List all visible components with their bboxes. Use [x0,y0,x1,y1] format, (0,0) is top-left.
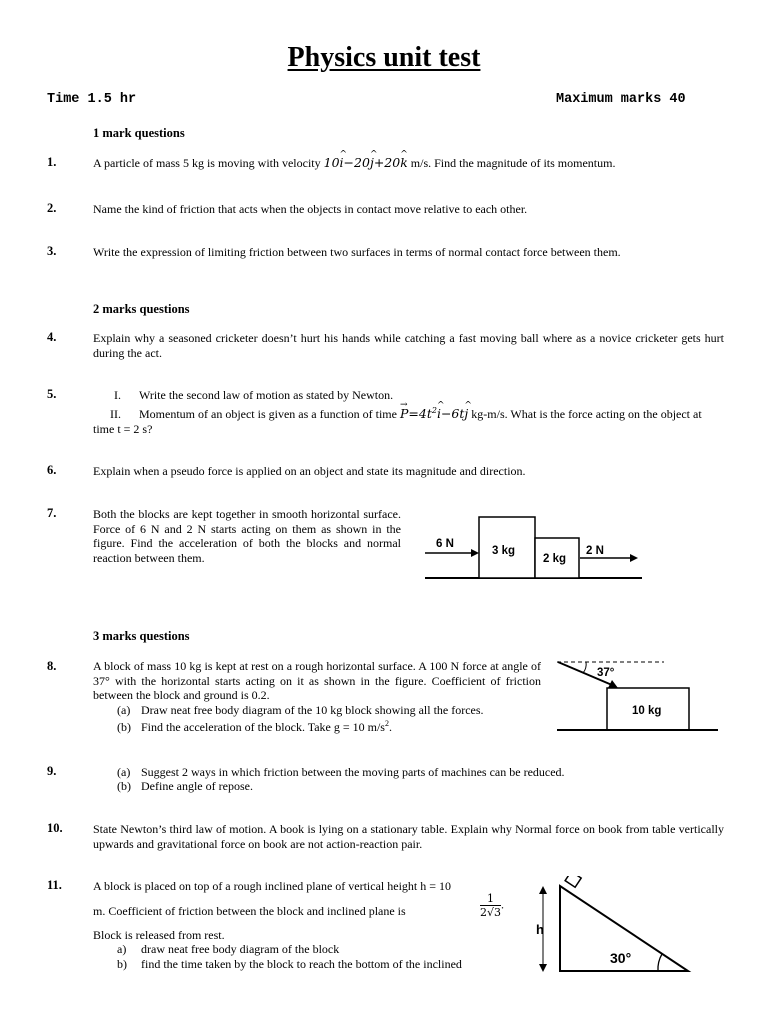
q10-number: 10. [47,821,63,835]
q2-number: 2. [47,201,57,215]
q5-i-label: I. [114,388,121,402]
q6-text: Explain when a pseudo force is applied on an object and state its magnitude and direction. [93,464,526,478]
q4-number: 4. [47,330,57,344]
q5-momentum-expr: → $P=4t^2\^{}$ i−6t^ j [400,406,468,421]
q11-fraction: $\frac{1}{2√3}$ . [479,892,504,919]
q11-line3: Block is released from rest. [93,928,225,942]
q6-number: 6. [47,463,57,477]
max-marks-label: Maximum marks 40 [556,92,686,107]
q11-part-a [117,942,517,957]
q11-line2: m. Coefficient of friction between the block and inclined plane is [93,904,406,918]
q8-a-label: (a) [117,703,131,717]
section-1-mark: 1 mark questions [93,126,185,140]
q9-a-label: (a) [117,765,131,779]
time-label: Time 1.5 hr [47,92,137,107]
q2-text: Name the kind of friction that acts when the objects in contact move relative to each other. [93,202,528,216]
q11-incline-figure [525,876,697,976]
q9-a-text: Suggest 2 ways in which friction between the moving parts of machines can be reduced. [141,765,565,779]
q11-line2-row [93,892,504,931]
q11-a-text: draw neat free body diagram of the block [141,942,340,956]
page-title: Physics unit test [287,42,481,73]
q5-ii-pre: Momentum of an object is given as a function of time [139,407,397,422]
q8-part-a [117,703,557,718]
q11-b-text: find the time taken by the block to reach the bottom of the inclined [141,957,462,971]
q9-part-a [117,765,717,780]
q11-line1: A block is placed on top of a rough inclined plane of vertical height h = 10 [93,879,452,893]
q11-height-arrowhead-bottom [539,964,547,972]
q5-number: 5. [47,387,57,401]
q8-angle-arc [583,662,586,673]
section-3-marks: 3 marks questions [93,629,190,643]
q8-angle-label: 37° [597,667,615,679]
q4-text: Explain why a seasoned cricketer doesn’t hurt his hands while catching a fast moving ball where as a novice cricketer gets hurt during the act. [93,331,724,360]
q8-block-label: 10 kg [632,705,662,717]
q8-b-text: Find the acceleration of the block. Take g = 10 m/s [141,720,385,734]
q5-ii-label: II. [110,407,121,422]
q8-a-text: Draw neat free body diagram of the 10 kg block showing all the forces. [141,703,484,717]
q11-frac-num: 1 [480,892,501,906]
q10-text: State Newton’s third law of motion. A book is lying on a stationary table. Explain why Normal force on book from table vertically upwards and gravitational force on book are not action-reaction pair. [93,822,724,851]
section-2-marks: 2 marks questions [93,302,190,316]
q8-block-figure [552,654,722,734]
q3-number: 3. [47,244,57,258]
q5-part-i [93,388,724,403]
q1-text-post: m/s. Find the magnitude of its momentum. [410,156,616,170]
q7-arrowhead-6n [471,549,479,557]
q5-part-ii [93,404,724,436]
q1-text-pre: A particle of mass 5 kg is moving with velocity [93,156,321,170]
q7-label-6n: 6 N [436,538,454,550]
q11-height-arrowhead-top [539,886,547,894]
q11-block-on-incline [565,876,581,887]
q11-height-label: h [536,922,544,937]
q7-label-2n: 2 N [586,545,604,557]
q8-number: 8. [47,659,57,673]
q11-part-b [117,957,517,972]
q5-ii-post: kg-m/s. What is the force acting on the object at time t = 2 s? [93,407,702,436]
q8-text: A block of mass 10 kg is kept at rest on a rough horizontal surface. A 100 N force at angle of 37° with the horizontal starts acting on it as shown in the figure. Coefficient of friction between the block and ground is 0.2. [93,659,541,702]
q7-number: 7. [47,506,57,520]
q1-number: 1. [47,155,57,169]
q8-b-label: (b) [117,720,131,734]
q7-label-2kg: 2 kg [543,553,567,565]
q11-angle-label: 30° [610,950,632,966]
q11-frac-den: 2√3 [479,906,501,919]
q9-number: 9. [47,764,57,778]
q11-b-label: b) [117,957,127,971]
q11-number: 11. [47,878,62,892]
q7-text: Both the blocks are kept together in smooth horizontal surface. Force of 6 N and 2 N starts acting on them as shown in the figure. Find the acceleration of both the blocks and normal reaction between them. [93,507,401,565]
q11-a-label: a) [117,942,127,956]
q7-arrowhead-2n [630,554,638,562]
q7-label-3kg: 3 kg [492,545,516,557]
q1-text [93,156,733,171]
q9-part-b [117,779,717,794]
q1-velocity-expr: 10^ i−20^ j+20^ k [324,155,408,170]
q7-blocks-figure [420,510,645,582]
q8-part-b: (b) Find the acceleration of the block. Take g = 10 $m/s^2$. [117,719,392,734]
q9-b-label: (b) [117,779,131,793]
q9-b-text: Define angle of repose. [141,779,253,793]
q3-text: Write the expression of limiting friction between two surfaces in terms of normal contact force between them. [93,245,621,259]
q5-i-text: Write the second law of motion as stated by Newton. [139,388,394,402]
